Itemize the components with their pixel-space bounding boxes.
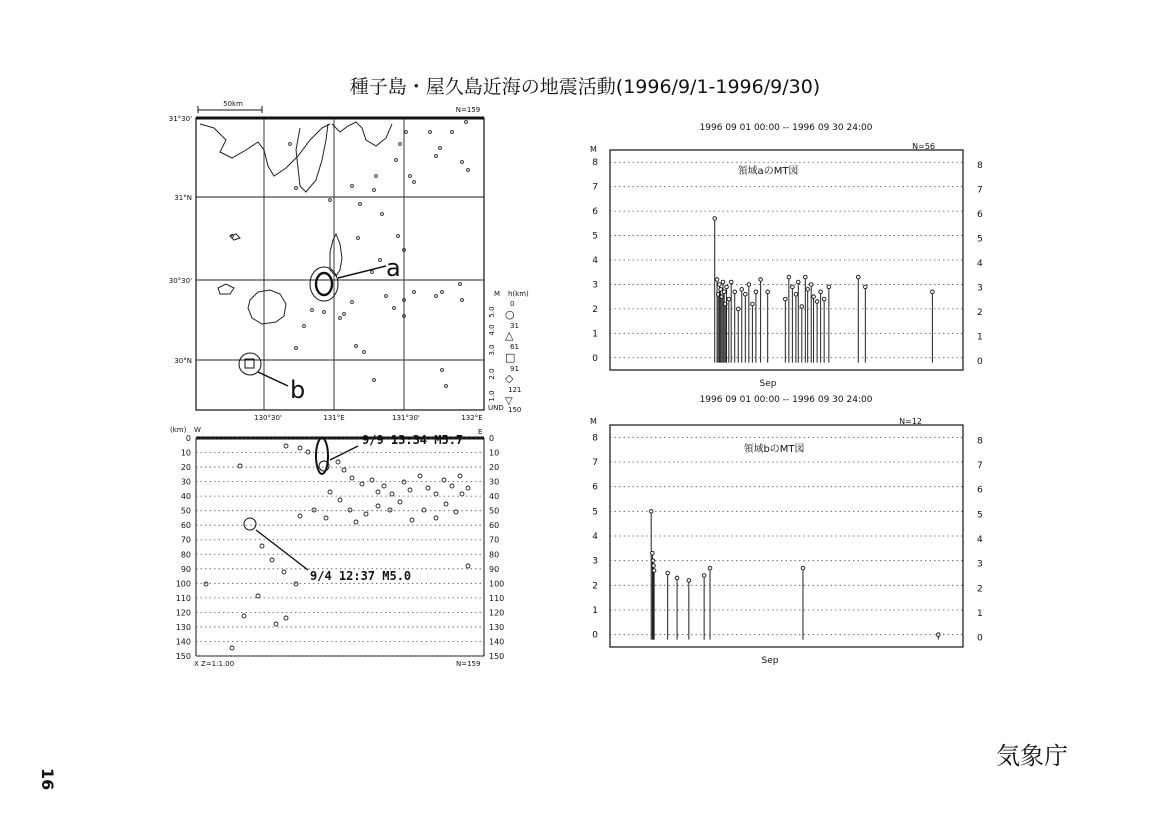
hypocenter	[256, 594, 260, 598]
map-count-label: N=159	[455, 106, 481, 114]
mt-b-header: 1996 09 01 00:00 -- 1996 09 30 24:00	[699, 395, 873, 405]
epicenter	[295, 347, 298, 350]
section-count-label: N=159	[456, 660, 481, 668]
mt-event-point	[675, 576, 679, 580]
mt-event-point	[652, 569, 656, 573]
epicenter	[429, 131, 432, 134]
mt-event-point	[729, 280, 733, 284]
section-depth-label-right: 110	[489, 593, 505, 603]
mt-event-point	[649, 510, 653, 514]
mt-y-tick-label-right: 2	[977, 307, 983, 318]
mt-event-point	[744, 292, 748, 296]
section-depth-label-right: 50	[489, 506, 500, 516]
section-depth-label-right: 60	[489, 521, 500, 531]
hypocenter	[298, 446, 302, 450]
legend-depth-61: 61	[510, 343, 519, 351]
mt-y-tick-label-right: 6	[977, 210, 983, 221]
yakushima-coast	[248, 290, 286, 324]
osumi-coast	[332, 122, 392, 146]
annotation-2-pointer	[256, 530, 308, 570]
section-depth-grid	[176, 434, 505, 661]
mt-y-tick-label-right: 4	[977, 535, 983, 545]
mt-a-ylabel: M	[590, 145, 597, 154]
mt-y-tick-label: 3	[592, 280, 598, 291]
hypocenter	[242, 614, 246, 618]
mt-event-point	[931, 290, 935, 294]
mt-a-title: 領域aのMT図	[737, 166, 799, 177]
mt-y-tick-label: 5	[592, 231, 598, 242]
hypocenter	[398, 500, 402, 504]
hypocenter	[204, 582, 208, 586]
legend-m-3: 3.0	[488, 344, 496, 356]
mt-y-tick-label-right: 6	[977, 485, 983, 496]
section-depth-label-right: 100	[489, 579, 505, 589]
mt-a-header: 1996 09 01 00:00 -- 1996 09 30 24:00	[699, 123, 873, 133]
legend-square-icon: □	[505, 351, 516, 364]
hypocenter	[284, 616, 288, 620]
mt-event-point	[801, 566, 805, 570]
legend-m-1: 1.0	[488, 390, 496, 402]
mt-event-point	[725, 285, 729, 289]
kuchinoerabu-coast	[218, 284, 234, 294]
agency-name: 気象庁	[996, 742, 1068, 770]
mt-event-point	[766, 290, 770, 294]
mt-y-tick-label: 7	[592, 458, 598, 468]
mt-event-point	[736, 307, 740, 311]
section-depth-label: 150	[175, 652, 191, 661]
lat-label-30: 30°N	[174, 357, 192, 365]
legend-m-4: 4.0	[488, 324, 496, 336]
hypocenter	[298, 514, 302, 518]
mt-event-point	[708, 566, 712, 570]
epicenter	[441, 369, 444, 372]
annotation-1: 9/9 13:34 M5.7	[362, 433, 464, 447]
mt-event-point	[722, 290, 726, 294]
legend-depth-150: 150	[508, 406, 522, 414]
hypocenter	[466, 486, 470, 490]
kyushu-coast	[200, 124, 330, 192]
section-depth-label: 140	[175, 637, 191, 647]
section-unit-label: (km)	[170, 426, 187, 434]
lon-label-131-30: 131°30'	[392, 414, 420, 422]
hypocenter	[270, 558, 274, 562]
epicenter	[465, 121, 468, 124]
mt-y-tick-label: 2	[592, 581, 598, 592]
hypocenter	[410, 518, 414, 522]
section-depth-label-right: 130	[489, 622, 505, 632]
section-depth-label: 50	[180, 506, 191, 516]
mt-y-tick-label: 0	[592, 630, 598, 641]
section-depth-label-right: 80	[489, 550, 500, 560]
section-depth-label-right: 90	[489, 564, 500, 574]
section-depth-label: 60	[180, 521, 191, 531]
epicenter	[467, 169, 470, 172]
hypocenter	[444, 502, 448, 506]
epicenter	[445, 385, 448, 388]
mt-y-tick-label: 6	[592, 207, 598, 218]
region-b-label: b	[290, 376, 306, 404]
mt-event-point	[784, 297, 788, 301]
mt-event-point	[715, 278, 719, 282]
hypocenter	[294, 582, 298, 586]
mt-event-point	[796, 280, 800, 284]
hypocenter	[306, 450, 310, 454]
mt-event-point	[856, 275, 860, 279]
hypocenter	[390, 492, 394, 496]
mt-y-tick-label: 0	[592, 353, 598, 364]
section-depth-label-right: 40	[489, 492, 500, 502]
mt-event-point	[719, 288, 723, 292]
mt-y-tick-label-right: 1	[977, 332, 983, 343]
epicenter	[311, 309, 314, 312]
epicenter	[435, 295, 438, 298]
mt-event-point	[800, 305, 804, 309]
section-depth-label-right: 30	[489, 477, 500, 487]
epicenter	[359, 203, 362, 206]
mt-y-tick-label-right: 7	[977, 185, 983, 196]
hypocenter	[376, 490, 380, 494]
mt-y-tick-label: 1	[592, 606, 598, 616]
mt-event-point	[936, 633, 940, 637]
epicenter	[399, 143, 402, 146]
mt-y-tick-label-right: 8	[977, 161, 983, 172]
mt-event-point	[740, 288, 744, 292]
section-depth-label: 40	[180, 492, 191, 502]
mt-event-point	[751, 302, 755, 306]
mt-y-tick-label: 8	[592, 158, 598, 169]
mt-y-tick-label-right: 7	[977, 461, 983, 471]
hypocenter	[274, 622, 278, 626]
mt-y-tick-label-right: 5	[977, 510, 983, 521]
mt-event-point	[815, 300, 819, 304]
hypocenter	[382, 484, 386, 488]
lat-label-31-30: 31°30'	[168, 115, 192, 123]
epicenter	[459, 283, 462, 286]
section-hypocenters	[204, 444, 470, 650]
page-title: 種子島・屋久島近海の地震活動(1996/9/1-1996/9/30)	[349, 76, 821, 98]
mt-event-point	[687, 579, 691, 583]
legend-depth-31: 31	[510, 322, 519, 330]
mt-event-point	[666, 571, 670, 575]
epicenter	[397, 235, 400, 238]
hypocenter	[284, 444, 288, 448]
mt-event-point	[804, 275, 808, 279]
hypocenter	[458, 474, 462, 478]
section-depth-label-right: 150	[489, 652, 505, 661]
section-depth-label: 10	[180, 448, 191, 458]
section-scale-label: X Z=1:1.00	[194, 660, 235, 668]
region-a-pointer	[338, 266, 386, 278]
epicenter	[413, 291, 416, 294]
mt-y-tick-label: 4	[592, 256, 598, 266]
epicenter	[323, 311, 326, 314]
map-legend	[488, 290, 529, 414]
epicenter	[451, 131, 454, 134]
hypocenter	[360, 482, 364, 486]
section-depth-label-right: 70	[489, 535, 500, 545]
epicenter	[357, 237, 360, 240]
epicenter	[385, 295, 388, 298]
epicenter	[371, 271, 374, 274]
mt-event-point	[702, 574, 706, 578]
hypocenter	[460, 492, 464, 496]
section-depth-label: 100	[175, 579, 191, 589]
mt-event-point	[747, 283, 751, 287]
epicenter	[413, 181, 416, 184]
mt-chart-a	[590, 123, 983, 389]
legend-m-5: 5.0	[488, 306, 496, 318]
mt-y-tick-label-right: 2	[977, 584, 983, 595]
legend-depth-121: 121	[508, 386, 522, 394]
epicenter	[231, 235, 234, 238]
mt-y-tick-label: 1	[592, 329, 598, 340]
region-b-outline	[239, 353, 261, 375]
hypocenter	[364, 512, 368, 516]
hypocenter	[454, 510, 458, 514]
hypocenter	[388, 508, 392, 512]
mt-event-point	[787, 275, 791, 279]
epicenter	[351, 301, 354, 304]
section-depth-label: 110	[175, 593, 191, 603]
mt-event-point	[806, 288, 810, 292]
mt-event-point	[759, 278, 763, 282]
legend-depth-header: h(km)	[508, 290, 529, 298]
mt-event-point	[651, 559, 655, 563]
epicenter	[355, 345, 358, 348]
hypocenter	[408, 488, 412, 492]
hypocenter	[376, 504, 380, 508]
hypocenter	[328, 490, 332, 494]
mt-event-point	[791, 285, 795, 289]
epicenter	[395, 159, 398, 162]
mt-y-tick-label: 5	[592, 507, 598, 518]
region-a-label: a	[386, 254, 401, 282]
epicenter-map	[169, 100, 529, 422]
legend-inverted-triangle-icon: ▽	[505, 396, 513, 407]
epicenter	[373, 379, 376, 382]
hypocenter	[338, 498, 342, 502]
hypocenter	[450, 484, 454, 488]
mt-event-point	[822, 297, 826, 301]
section-depth-label-right: 120	[489, 608, 505, 618]
hypocenter	[434, 516, 438, 520]
hypocenter	[350, 476, 354, 480]
section-depth-label-right: 20	[489, 463, 500, 473]
scale-label: 50km	[223, 100, 243, 108]
hypocenter	[342, 468, 346, 472]
mt-event-point	[754, 290, 758, 294]
hypocenter	[422, 508, 426, 512]
mt-b-count: N=12	[899, 417, 922, 426]
epicenter	[363, 351, 366, 354]
legend-und: UND	[488, 404, 504, 412]
region-b-pointer	[258, 372, 288, 386]
hypocenter	[426, 486, 430, 490]
mt-event-point	[652, 564, 656, 568]
epicenter	[303, 325, 306, 328]
annotation-1-pointer	[330, 446, 358, 460]
section-depth-label: 90	[180, 564, 191, 574]
mt-y-tick-label-right: 0	[977, 633, 983, 644]
section-cluster-a	[316, 438, 328, 474]
hypocenter	[324, 516, 328, 520]
hypocenter	[418, 474, 422, 478]
legend-m-header: M	[494, 290, 501, 298]
epicenter	[289, 143, 292, 146]
annotation-2: 9/4 12:37 M5.0	[310, 569, 412, 583]
mt-event-point	[721, 280, 725, 284]
mt-y-tick-label: 4	[592, 532, 598, 542]
hypocenter	[354, 520, 358, 524]
mt-a-xlabel: Sep	[759, 379, 777, 389]
mt-y-tick-label-right: 8	[977, 436, 983, 447]
section-depth-label-right: 0	[489, 434, 495, 443]
epicenter	[439, 147, 442, 150]
hypocenter	[282, 570, 286, 574]
hypocenter	[434, 492, 438, 496]
mt-y-tick-label-right: 3	[977, 283, 983, 294]
mt-event-point	[812, 295, 816, 299]
legend-diamond-icon: ◇	[505, 372, 514, 385]
mt-y-tick-label-right: 1	[977, 609, 983, 619]
section-depth-label: 20	[180, 463, 191, 473]
mt-y-tick-label: 8	[592, 433, 598, 444]
mt-y-tick-label-right: 4	[977, 259, 983, 269]
mt-y-tick-label: 2	[592, 304, 598, 315]
hypocenter	[260, 544, 264, 548]
section-depth-label: 120	[175, 608, 191, 618]
hypocenter	[312, 508, 316, 512]
lon-label-131: 131°E	[323, 414, 345, 422]
epicenter	[461, 161, 464, 164]
lon-label-130-30: 130°30'	[254, 414, 282, 422]
mt-b-xlabel: Sep	[761, 656, 779, 666]
mt-event-point	[809, 283, 813, 287]
mt-y-tick-label-right: 3	[977, 559, 983, 570]
mt-event-point	[827, 285, 831, 289]
epicenter	[343, 313, 346, 316]
section-depth-label: 30	[180, 477, 191, 487]
depth-cross-section	[170, 426, 504, 668]
mt-b-ylabel: M	[590, 417, 597, 426]
section-west-label: W	[194, 426, 201, 434]
epicenter	[329, 199, 332, 202]
section-depth-label: 80	[180, 550, 191, 560]
page-number: 16	[38, 768, 57, 791]
epicenter	[405, 131, 408, 134]
section-depth-label: 0	[185, 434, 191, 443]
epicenter	[381, 213, 384, 216]
mt-event-point	[733, 290, 737, 294]
mt-y-tick-label-right: 0	[977, 356, 983, 367]
hypocenter	[230, 646, 234, 650]
mt-y-tick-label-right: 5	[977, 234, 983, 245]
mt-a-count: N=56	[912, 142, 935, 151]
epicenter	[461, 299, 464, 302]
mt-b-title: 領域bのMT図	[743, 444, 805, 455]
legend-m-2: 2.0	[488, 368, 496, 380]
epicenter	[409, 175, 412, 178]
epicenter	[435, 155, 438, 158]
lat-label-31: 31°N	[174, 194, 192, 202]
legend-depth-0: 0	[510, 300, 515, 308]
mt-chart-b	[590, 395, 983, 666]
mt-event-point	[718, 283, 722, 287]
mt-y-tick-label: 6	[592, 482, 598, 493]
hypocenter	[238, 464, 242, 468]
mt-event-point	[819, 290, 823, 294]
section-depth-label: 130	[175, 622, 191, 632]
epicenter	[339, 317, 342, 320]
section-event-b	[244, 518, 256, 530]
legend-triangle-icon: △	[505, 329, 514, 342]
hypocenter	[348, 508, 352, 512]
epicenter	[379, 259, 382, 262]
epicenter	[441, 291, 444, 294]
mt-event-point	[713, 217, 717, 221]
epicenter	[373, 189, 376, 192]
section-depth-label: 70	[180, 535, 191, 545]
legend-depth-91: 91	[510, 365, 519, 373]
epicenter	[393, 307, 396, 310]
mt-event-point	[864, 285, 868, 289]
epicenter	[375, 175, 378, 178]
lon-label-132: 132°E	[461, 414, 483, 422]
epicenter	[295, 187, 298, 190]
mt-event-point	[794, 292, 798, 296]
mt-event-point	[651, 551, 655, 555]
hypocenter	[466, 564, 470, 568]
mt-event-point	[727, 297, 731, 301]
section-east-label: E	[478, 428, 483, 436]
region-a-cluster	[316, 273, 332, 295]
mt-y-tick-label: 3	[592, 556, 598, 567]
section-depth-label-right: 10	[489, 448, 500, 458]
legend-circle-icon: ○	[505, 308, 515, 321]
lat-label-30-30: 30°30'	[168, 277, 192, 285]
section-depth-label-right: 140	[489, 637, 505, 647]
hypocenter	[336, 460, 340, 464]
mt-y-tick-label: 7	[592, 182, 598, 193]
epicenter	[351, 185, 354, 188]
